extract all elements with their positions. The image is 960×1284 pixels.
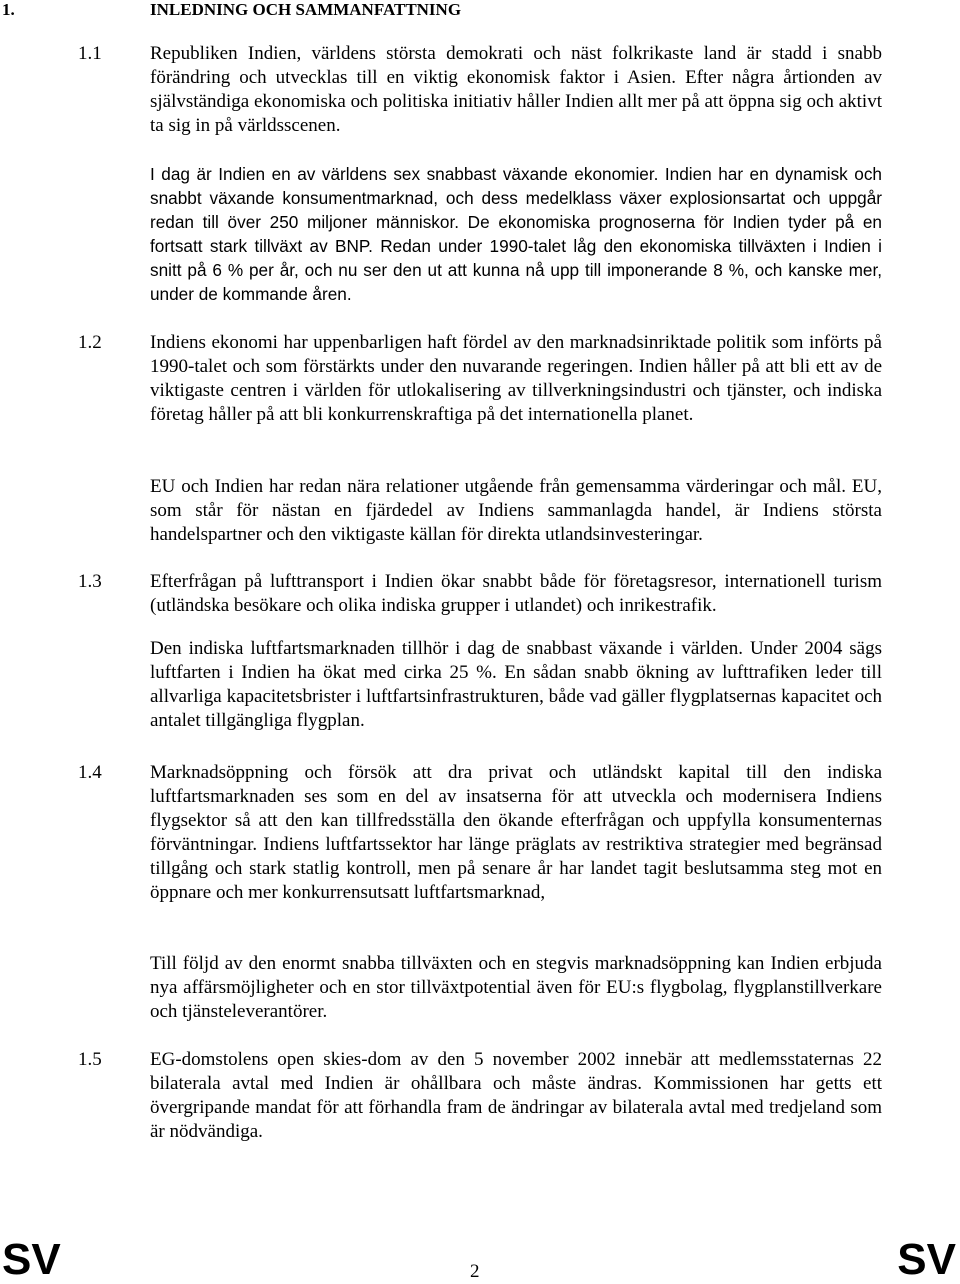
paragraph: I dag är Indien en av världens sex snabbast växande ekonomier. Indien har en dynamisk och snabbt växande konsumentmarknad, och dess medelklass växer explosionsartat och uppgår redan till över 250 miljoner människor. De ekonomiska prognoserna för Indien tyder på en fortsatt stark tillväxt av BNP. Redan under 1990-talet låg den ekonomiska tillväxten i Indien i snitt på 6 % per år, och nu ser den ut att kunna nå upp till imponerande 8 %, och kanske mer, under de kommande åren. — [150, 164, 882, 304]
page-number: 2 — [470, 1261, 480, 1282]
heading-number: 1. — [2, 0, 15, 19]
paragraph: Indiens ekonomi har uppenbarligen haft fördel av den marknadsinriktade politik som införts på 1990-talet och som förstärkts under den nuvarande regeringen. Indien håller på att bli ett av de viktigaste centren i världen för utlokalisering av tillverkningsindustri och tjänster, och indiska företag håller på att bli konkurrenskraftiga på det internationella planet. — [150, 332, 882, 425]
language-code-left: SV — [2, 1235, 61, 1284]
paragraph: Marknadsöppning och försök att dra privat och utländskt kapital till den indiska luftfartsmarknaden ses som en del av insatserna för att utveckla och modernisera Indiens flygsektor så att den kan tillfredsställa den ökande efterfrågan och uppfylla konsumenternas förväntningar. Indiens luftfartssektor har länge präglats av restriktiva strategier med begränsad tillgång och stark statlig kontroll, men på senare år har landet tagit beslutsamma steg mot en öppnare och mer konkurrensutsatt luftfartsmarknad, — [150, 762, 882, 903]
section-number: 1.4 — [78, 762, 102, 783]
paragraph: Efterfrågan på lufttransport i Indien ökar snabbt både för företagsresor, internationell turism (utländska besökare och olika indiska grupper i utlandet) och inrikestrafik. — [150, 571, 882, 616]
section-heading — [0, 0, 461, 22]
section-number: 1.1 — [78, 43, 102, 64]
paragraph: Den indiska luftfartsmarknaden tillhör i dag de snabbast växande i världen. Under 2004 sägs luftfarten i Indien ha ökat med cirka 25 %. En sådan snabb ökning av lufttrafiken leder till allvarliga kapacitetsbrister i luftfartsinfrastrukturen, både vad gäller flygplatsernas kapacitet och antalet tillgängliga flygplan. — [150, 638, 882, 731]
language-code-right: SV — [897, 1235, 956, 1284]
section-number: 1.3 — [78, 571, 102, 592]
paragraph: EU och Indien har redan nära relationer utgående från gemensamma värderingar och mål. EU, som står för nästan en fjärdedel av Indiens sammanlagda handel, är Indiens största handelspartner och den viktigaste källan för direkta utlandsinvesteringar. — [150, 476, 882, 545]
section-number: 1.2 — [78, 332, 102, 353]
paragraph: Republiken Indien, världens största demokrati och näst folkrikaste land är stadd i snabb förändring och utvecklas till en viktig ekonomisk faktor i Asien. Efter några årtionden av självständiga ekonomiska och politiska initiativ håller Indien allt mer på att öppna sig och aktivt ta sig in på världsscenen. — [150, 43, 882, 136]
section-number: 1.5 — [78, 1049, 102, 1070]
paragraph: EG-domstolens open skies-dom av den 5 november 2002 innebär att medlemsstaternas 22 bilaterala avtal med Indien är ohållbara och måste ändras. Kommissionen har getts ett övergripande mandat för att förhandla fram de ändringar av bilaterala avtal med tredjeland som är nödvändiga. — [150, 1049, 882, 1142]
paragraph: Till följd av den enormt snabba tillväxten och en stegvis marknadsöppning kan Indien erbjuda nya affärsmöjligheter och en stor tillväxtpotential även för EU:s flygbolag, flygplanstillverkare och tjänsteleverantörer. — [150, 953, 882, 1022]
heading-title: INLEDNING OCH SAMMANFATTNING — [150, 0, 462, 19]
